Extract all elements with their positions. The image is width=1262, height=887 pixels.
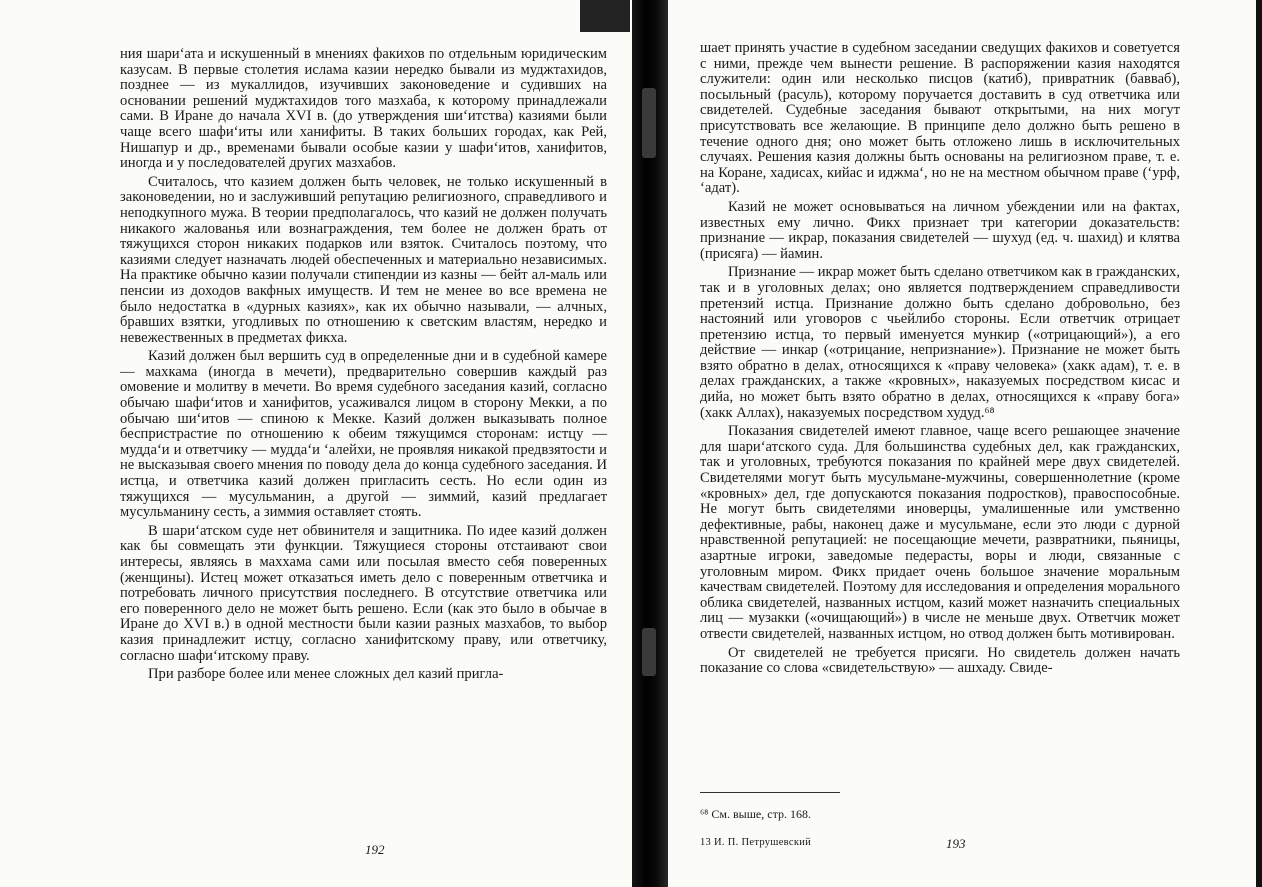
left-page-text: [120, 47, 607, 683]
footnote-divider: [700, 792, 840, 793]
paragraph: шает принять участие в судебном заседании сведущих факихов и советуется с ними, прежде чем вынести решение. В распоряжении казия находятся служители: один или несколько писцов (катиб), привратник (бавваб), посыльный (расуль), которому поручается доставить в суд ответчика или свидетелей. Судебные заседания бывают открытыми, на них могут присутствовать все желающие. В принципе дело должно быть решено в течение одного дня; оно может быть отложено лишь в исключительных случаях. Решения казия должны быть основаны на религиозном праве, т. е. на Коране, хадисах, кийас и иджмаʻ, но не на местном обычном праве (ʻурф, ʻадат).: [700, 40, 1180, 197]
scan-shadow: [580, 0, 630, 32]
printer-signature: 13 И. П. Петрушевский: [700, 837, 812, 848]
paragraph: Показания свидетелей имеют главное, чаще всего решающее значение для шариʻатского суда. Для большинства судебных дел, как гражданских, так и уголовных, требуются показания по крайней мере двух свидетелей. Свидетелями могут быть мусульмане-мужчины, совершеннолетние (кроме «кровных» дел, где допускаются показания подростков), правоспособные. Не могут быть свидетелями иноверцы, умалишенные или умственно дефективные, рабы, наконец даже и мусульмане, если это люди с дурной нравственной репутацией: не посещающие мечети, развратники, пьяницы, азартные игроки, заведомые педерасты, воры и люди, связанные с уголовным миром. Фикх придает очень большое значение моральным качествам свидетелей. Поэтому для исследования и определения морального облика свидетелей, названных истцом, казий может назначить специальных лиц — музакки («очищающий») в числе не меньше двух. Ответчик может отвести свидетелей, названных истцом, но отвод должен быть мотивирован.: [700, 423, 1180, 642]
right-page-text: [700, 41, 1180, 677]
paragraph: Признание — икрар может быть сделано ответчиком как в гражданских, так и в уголовных делах; оно является подтверждением справедливости претензий истца. Признание должно быть сделано добровольно, без настояний или уговоров с чьейлибо стороны. Если ответчик отрицает претензию истца, то первый именуется мункир («отрицающий»), а его действие — инкар («отрицание, непризнание»). Признание не может быть взято обратно в делах, относящихся к «праву человека» (хакк адам), т. е. в делах гражданских, а также «кровных», наказуемых посредством кисас и дийа, но может быть взято обратно в делах, относящихся к «праву бога» (хакк Аллах), наказуемых посредством худуд.⁶⁸: [700, 264, 1180, 421]
page-number: 192: [365, 842, 385, 857]
paragraph: В шариʻатском суде нет обвинителя и защитника. По идее казий должен как бы совмещать эти функции. Тяжущиеся стороны отстаивают свои интересы, являясь в маххама сами или посылая вместо себя поверенных (женщины). Истец может отказаться иметь дело с поверенным ответчика и потребовать личного присутствия последнего. В отсутствие ответчика или его поверенного дело не может быть решено. Если (как это было в обычае в Иране до XVI в.) в одной местности были казии разных мазхабов, то выбор казия принадлежит истцу, согласно ханифитскому праву, или ответчику, согласно шафиʻитскому праву.: [120, 522, 607, 664]
footnote: ⁶⁸ См. выше, стр. 168.: [700, 807, 811, 821]
scan-shadow: [642, 628, 656, 676]
page-number: 193: [946, 836, 966, 851]
scan-shadow: [642, 88, 656, 158]
paragraph: Казий не может основываться на личном убеждении или на фактах, известных ему лично. Фикх признает три категории доказательств: признание — икрар, показания свидетелей — шухуд (ед. ч. шахид) и клятва (присяга) — йамин.: [700, 198, 1180, 262]
paragraph: Казий должен был вершить суд в определенные дни и в судебной камере — махкама (иногда в мечети), предварительно совершив каждый раз омовение и молитву в мечети. Во время судебного заседания казий, согласно обычаю шафиʻитов и ханифитов, усаживался лицом в сторону Мекки, а по обычаю шиʻитов — спиною к Мекке. Казий должен выказывать полное беспристрастие по отношению к обеим тяжущимся сторонам: истцу — муддаʻи и ответчику — муддаʻи ʻалейхи, не проявляя никакой предвзятости и не высказывая своего мнения по поводу дела до конца судебного заседания. И истца, и ответчика казий должен пригласить сесть. Но если один из тяжущихся — мусульманин, а другой — зиммий, казий предлагает мусульманину сесть, а зиммия оставляет стоять.: [120, 348, 607, 521]
scan-edge: [1256, 0, 1262, 887]
paragraph: При разборе более или менее сложных дел казий пригла-: [148, 666, 504, 683]
paragraph: От свидетелей не требуется присяги. Но свидетель должен начать показание со слова «свидетельствую» — ашхаду. Свиде-: [700, 644, 1180, 677]
paragraph: ния шариʻата и искушенный в мнениях факихов по отдельным юридическим казусам. В первые столетия ислама казии нередко бывали из муджтахидов, позднее — из мукаллидов, изучивших законоведение и судивших на основании решений муджтахидов того мазхаба, к которому принадлежали сами. В Иране до начала XVI в. (до утверждения шиʻитства) казиями были чаще всего шафиʻиты или ханифиты. В таких больших городах, как Рей, Нишапур и др., временами бывали особые казии у шафиʻитов, ханифитов, иногда и у последователей других мазхабов.: [120, 46, 607, 172]
paragraph: Считалось, что казием должен быть человек, не только искушенный в законоведении, но и заслуживший репутацию религиозного, справедливого и неподкупного мужа. В теории предполагалось, что казий не должен получать никакого жалованья или вознаграждения, тем более не должен брать от тяжущихся сторон никаких подарков или взяток. Считалось поэтому, что казиями следует назначать людей обеспеченных и материально независимых. На практике обычно казии получали стипендии из казны — бейт ал-маль или пенсии из доходов вакфных имуществ. И тем не менее во все времена не было недостатка в «дурных казиях», как их обычно называли, — алчных, бравших взятки, угодливых по отношению к светским властям, нередко и невежественных в предметах фикха.: [120, 173, 607, 346]
